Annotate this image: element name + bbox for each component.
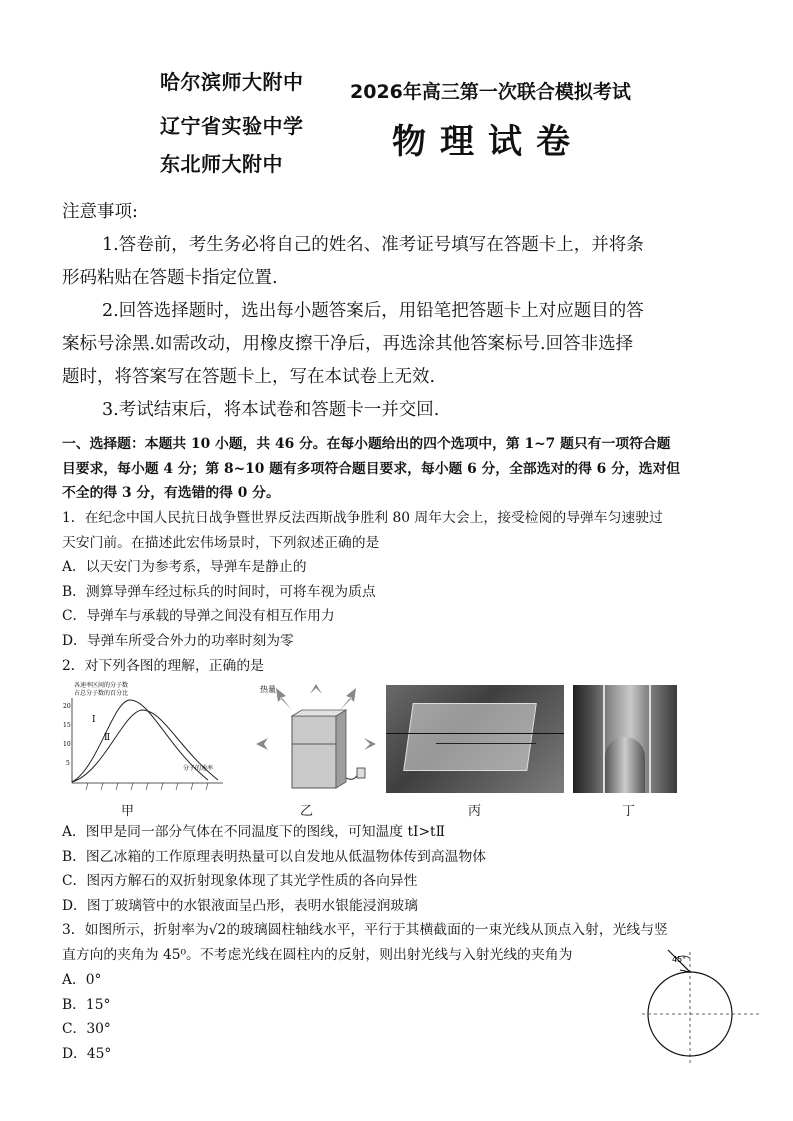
figure-ding-tube-photo — [573, 685, 677, 793]
q2-option-c: C．图丙方解石的双折射现象体现了其光学性质的各向异性 — [62, 873, 418, 890]
fig-label-yi: 乙 — [300, 804, 314, 819]
ytick-10: 10 — [63, 741, 71, 748]
incident-ray-arrow — [680, 964, 690, 972]
q1-option-c: C．导弹车与承载的导弹之间没有相互作用力 — [62, 608, 335, 625]
q1-option-b: B．测算导弹车经过标兵的时间时，可将车视为质点 — [62, 583, 376, 600]
q2-option-a: A．图甲是同一部分气体在不同温度下的图线，可知温度 tⅠ>tⅡ — [62, 824, 445, 840]
q1-stem-line: 天安门前。在描述此宏伟场景时，下列叙述正确的是 — [62, 534, 380, 551]
q3-option-a: A．0° — [62, 972, 102, 988]
q3-option-b: B．15° — [62, 996, 111, 1013]
figure-bing-calcite-photo — [386, 685, 564, 793]
power-cord — [346, 774, 358, 779]
calcite-line-2 — [436, 743, 536, 744]
q3-option-d: D．45° — [62, 1045, 112, 1062]
school-name-1: 哈尔滨师大附中 — [160, 70, 304, 94]
ylabel-line-1: 各速率区间的分子数 — [74, 682, 129, 689]
notice-line: 2.回答选择题时，选出每小题答案后，用铅笔把答题卡上对应题目的答 — [102, 301, 644, 321]
notice-line: 题时，将答案写在答题卡上，写在本试卷上无效. — [62, 367, 436, 387]
curve-I-label: Ⅰ — [92, 715, 96, 725]
q1-option-d: D．导弹车所受合外力的功率时刻为零 — [62, 632, 294, 649]
xlabel: 分子的速率 — [183, 765, 214, 772]
q3-cylinder-figure — [638, 948, 768, 1066]
school-name-3: 东北师大附中 — [160, 152, 283, 176]
notice-line: 3.考试结束后，将本试卷和答题卡一并交回. — [102, 400, 440, 420]
fridge-top — [292, 710, 346, 716]
mercury-column — [605, 737, 645, 793]
curve-II-label: Ⅱ — [104, 733, 111, 743]
notice-line: 案标号涂黑.如需改动，用橡皮擦干净后，再选涂其他答案标号.回答非选择 — [62, 334, 634, 354]
figure-yi-fridge — [256, 682, 376, 792]
q2-option-b: B．图乙冰箱的工作原理表明热量可以自发地从低温物体传到高温物体 — [62, 848, 487, 865]
fig-label-ding: 丁 — [622, 804, 636, 819]
ylabel-line-2: 占总分子数的百分比 — [74, 690, 129, 697]
exam-title: 2026年高三第一次联合模拟考试 — [350, 81, 631, 103]
ytick-15: 15 — [63, 722, 71, 729]
notice-line: 1.答卷前，考生务必将自己的姓名、准考证号填写在答题卡上，并将条 — [102, 235, 644, 255]
ytick-20: 20 — [63, 703, 71, 710]
x-tick-marks — [86, 783, 208, 790]
figure-jia-chart — [58, 678, 228, 793]
q2-option-d: D．图丁玻璃管中的水银液面呈凸形，表明水银能浸润玻璃 — [62, 897, 418, 914]
section-line: 一、选择题：本题共 10 小题，共 46 分。在每小题给出的四个选项中，第 1~7 题只有一项符合题 — [62, 436, 671, 452]
notice-title: 注意事项: — [62, 202, 138, 222]
q3-stem-line: 直方向的夹角为 45⁰。不考虑光线在圆柱内的反射，则出射光线与入射光线的夹角为 — [62, 946, 573, 963]
section-line: 不全的得 3 分，有选错的得 0 分。 — [62, 485, 280, 502]
q1-stem-line: 1．在纪念中国人民抗日战争暨世界反法西斯战争胜利 80 周年大会上，接受检阅的导弹车匀速驶过 — [62, 510, 663, 526]
subject-title: 物理试卷 — [392, 122, 584, 162]
fig-label-bing: 丙 — [468, 804, 482, 819]
ytick-5: 5 — [66, 760, 70, 767]
question-2-options — [62, 820, 762, 968]
fig-label-jia: 甲 — [121, 804, 135, 819]
q1-option-a: A．以天安门为参考系，导弹车是静止的 — [62, 559, 307, 576]
heat-label: 热量 — [260, 685, 276, 694]
q3-stem-line: 3．如图所示，折射率为√2的玻璃圆柱轴线水平，平行于其横截面的一束光线从顶点入射，光线与竖 — [62, 922, 668, 939]
section-heading — [62, 432, 762, 506]
fridge-body — [292, 716, 336, 788]
q2-stem: 2．对下列各图的理解，正确的是 — [62, 657, 264, 674]
question-1 — [62, 506, 762, 678]
calcite-crystal — [403, 703, 537, 771]
angle-label: 45° — [672, 955, 687, 964]
notice-line: 形码粘贴在答题卡指定位置. — [62, 268, 278, 288]
section-line: 目要求，每小题 4 分；第 8~10 题有多项符合题目要求，每小题 6 分，全部选对的得 6 分，选对但 — [62, 460, 681, 477]
question-3-options — [62, 968, 262, 1066]
school-name-2: 辽宁省实验中学 — [160, 114, 304, 138]
notice-block — [62, 229, 752, 427]
q3-option-c: C．30° — [62, 1021, 111, 1038]
power-socket — [357, 768, 365, 778]
fridge-side — [336, 710, 346, 788]
calcite-line-1 — [386, 733, 564, 734]
